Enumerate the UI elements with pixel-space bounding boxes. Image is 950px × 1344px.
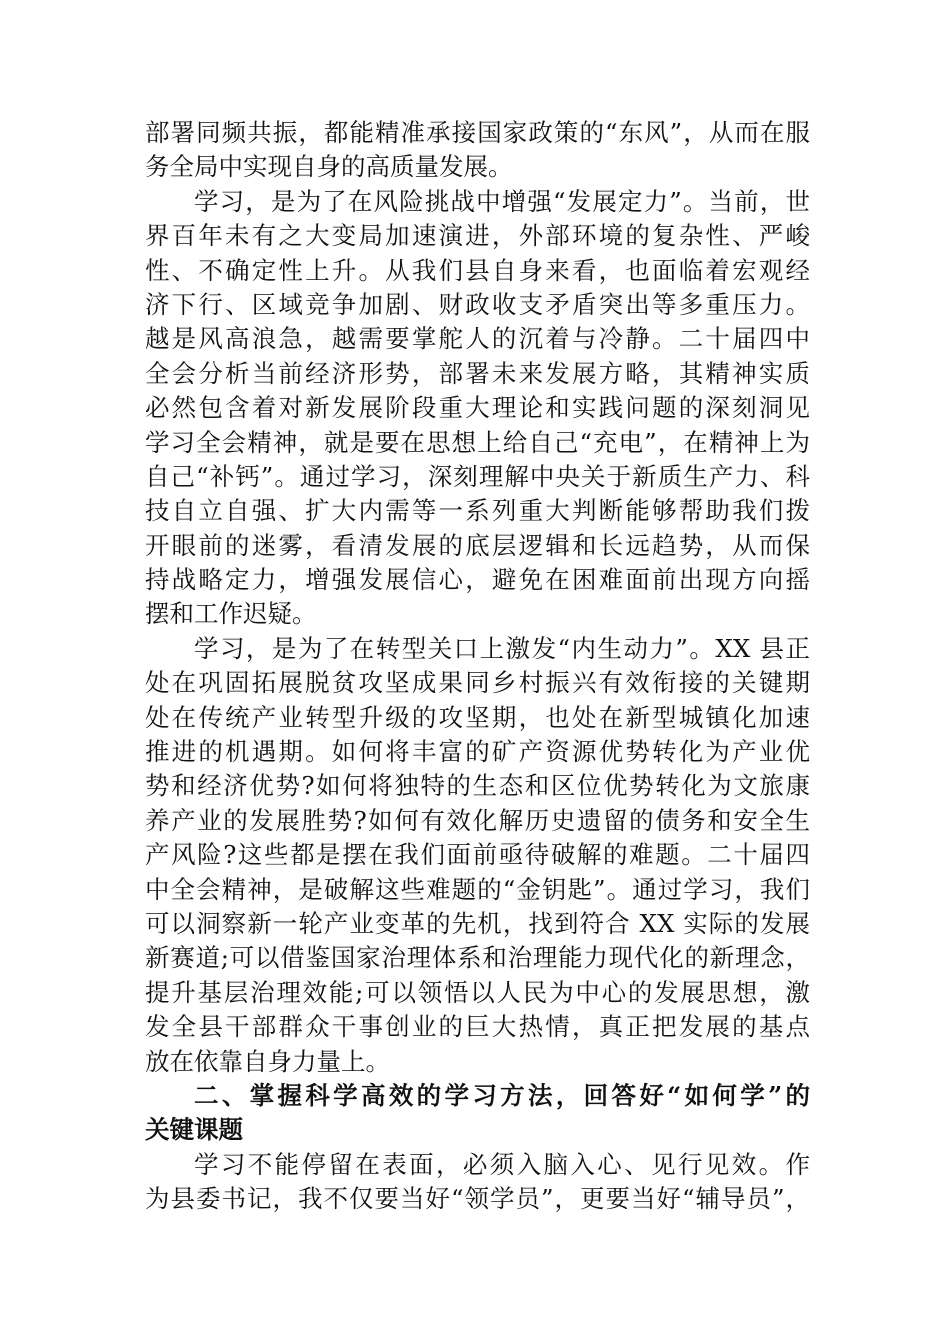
text-line: 济下行、区域竞争加剧、财政收支矛盾突出等多重压力。 <box>145 289 810 319</box>
text-line: 学习，是为了在转型关口上激发“内生动力”。XX 县正 <box>194 633 810 663</box>
text-line: 新赛道;可以借鉴国家治理体系和治理能力现代化的新理念， <box>145 943 810 973</box>
text-line: 自己“补钙”。通过学习，深刻理解中央关于新质生产力、科 <box>145 461 810 491</box>
text-line: 学习不能停留在表面，必须入脑入心、见行见效。作 <box>194 1149 810 1179</box>
text-line: 发全县干部群众干事创业的巨大热情，真正把发展的基点 <box>145 1012 810 1042</box>
text-line: 界百年未有之大变局加速演进，外部环境的复杂性、严峻 <box>145 221 810 251</box>
section-heading-line: 二、掌握科学高效的学习方法，回答好“如何学”的 <box>194 1080 810 1110</box>
text-line: 摆和工作迟疑。 <box>145 599 317 629</box>
text-line: 中全会精神，是破解这些难题的“金钥匙”。通过学习，我们 <box>145 874 810 904</box>
text-line: 技自立自强、扩大内需等一系列重大判断能够帮助我们拨 <box>145 496 810 526</box>
text-line: 提升基层治理效能;可以领悟以人民为中心的发展思想，激 <box>145 977 810 1007</box>
text-line: 学习，是为了在风险挑战中增强“发展定力”。当前，世 <box>194 186 810 216</box>
text-line: 放在依靠自身力量上。 <box>145 1046 390 1076</box>
text-line: 可以洞察新一轮产业变革的先机，找到符合 XX 实际的发展 <box>145 908 810 938</box>
text-line: 部署同频共振，都能精准承接国家政策的“东风”，从而在服 <box>145 118 810 147</box>
text-line: 必然包含着对新发展阶段重大理论和实践问题的深刻洞见 <box>145 393 810 423</box>
document-body <box>145 116 810 1217</box>
text-line: 务全局中实现自身的高质量发展。 <box>145 152 513 182</box>
text-line: 性、不确定性上升。从我们县自身来看，也面临着宏观经 <box>145 255 810 285</box>
text-line: 养产业的发展胜势?如何有效化解历史遗留的债务和安全生 <box>145 805 810 835</box>
text-line: 推进的机遇期。如何将丰富的矿产资源优势转化为产业优 <box>145 737 810 767</box>
text-line: 产风险?这些都是摆在我们面前亟待破解的难题。二十届四 <box>145 840 810 870</box>
text-line: 学习全会精神，就是要在思想上给自己“充电”，在精神上为 <box>145 427 810 457</box>
text-line: 为县委书记，我不仅要当好“领学员”，更要当好“辅导员”， <box>145 1184 810 1214</box>
text-line: 越是风高浪急，越需要掌舵人的沉着与冷静。二十届四中 <box>145 324 810 354</box>
text-line: 持战略定力，增强发展信心，避免在困难面前出现方向摇 <box>145 565 810 595</box>
text-line: 势和经济优势?如何将独特的生态和区位优势转化为文旅康 <box>145 771 810 801</box>
section-heading-line: 关键课题 <box>145 1115 243 1145</box>
text-line: 处在巩固拓展脱贫攻坚成果同乡村振兴有效衔接的关键期 <box>145 668 810 698</box>
text-line: 处在传统产业转型升级的攻坚期，也处在新型城镇化加速 <box>145 702 810 732</box>
text-line: 开眼前的迷雾，看清发展的底层逻辑和长远趋势，从而保 <box>145 530 810 560</box>
text-line: 全会分析当前经济形势，部署未来发展方略，其精神实质 <box>145 358 810 388</box>
